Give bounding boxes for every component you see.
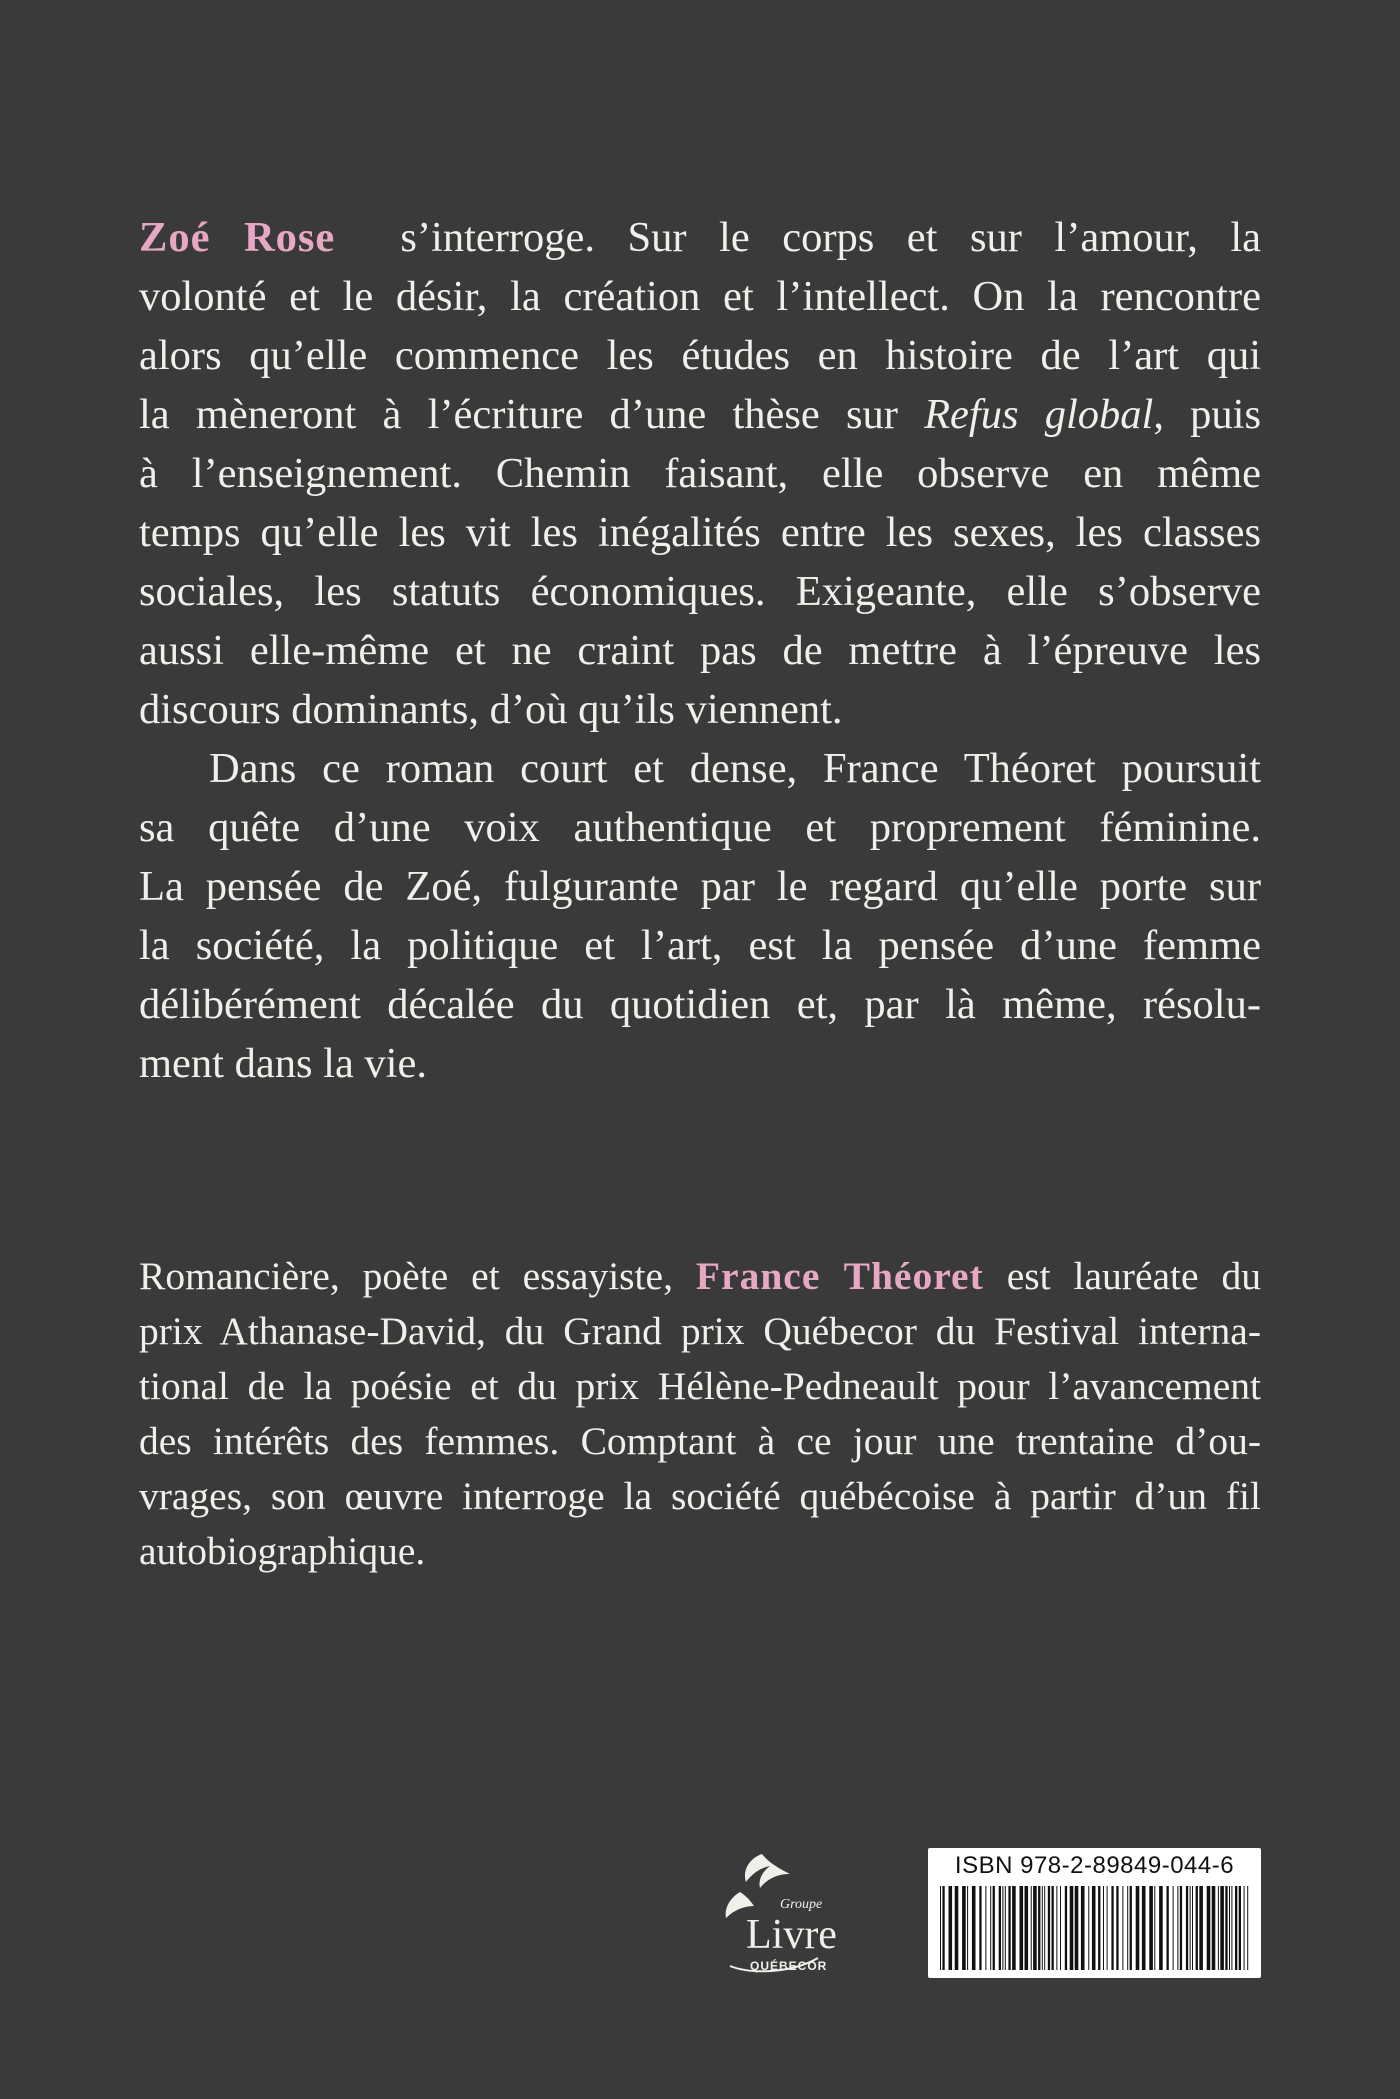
barcode-bar <box>1098 1886 1100 1970</box>
barcode-bar <box>1042 1886 1043 1970</box>
barcode-bar <box>1116 1886 1118 1970</box>
barcode-bar <box>1038 1886 1040 1970</box>
blurb-line: volonté et le désir, la création et l’intellect. On la rencontre <box>139 273 1261 320</box>
barcode-bar <box>993 1886 995 1970</box>
barcode-bar <box>1207 1886 1211 1970</box>
blurb-line: la mèneront à l’écriture d’une thèse sur Refus global, puis <box>139 391 1261 438</box>
blurb-line: La pensée de Zoé, fulgurante par le regard qu’elle porte sur <box>139 863 1261 910</box>
barcode-bar <box>1199 1886 1203 1970</box>
barcode-bar <box>1002 1886 1003 1970</box>
barcode-bar <box>1225 1886 1227 1970</box>
bio-line: vrages, son œuvre interroge la société québécoise à partir d’un fil <box>139 1474 1261 1518</box>
logo-livre-text: Livre <box>746 1912 837 1958</box>
barcode-bar <box>1008 1886 1010 1970</box>
barcode-bar <box>1190 1886 1191 1970</box>
barcode-bar <box>1218 1886 1219 1970</box>
barcode-bar <box>967 1886 968 1970</box>
barcode-bar <box>1088 1886 1089 1970</box>
barcode-bar <box>1060 1886 1061 1970</box>
barcode-bar <box>942 1886 944 1970</box>
barcode-bar <box>1167 1886 1169 1970</box>
barcode-bar <box>1020 1886 1024 1970</box>
barcode-bar <box>1092 1886 1096 1970</box>
blurb-line: à l’enseignement. Chemin faisant, elle observe en même <box>139 450 1261 497</box>
barcode-bars <box>940 1886 1249 1970</box>
blurb-line: alors qu’elle commence les études en histoire de l’art qui <box>139 332 1261 379</box>
barcode-bar <box>1130 1886 1132 1970</box>
blurb-line: temps qu’elle les vit les inégalités entre les sexes, les classes <box>139 509 1261 556</box>
barcode-bar <box>1196 1886 1198 1970</box>
barcode-bar <box>1177 1886 1178 1970</box>
isbn-number: ISBN 978-2-89849-044-6 <box>954 1852 1235 1879</box>
barcode-bar <box>1075 1886 1079 1970</box>
barcode-bar <box>1065 1886 1067 1970</box>
bird-icon <box>700 1848 860 1978</box>
blurb-paragraph-2 <box>139 739 1261 1093</box>
barcode-bar <box>1186 1886 1188 1970</box>
logo-quebecor-text: QUÉBECOR <box>750 1959 828 1973</box>
barcode-bar <box>1081 1886 1085 1970</box>
author-name: France Théoret <box>695 1254 984 1298</box>
barcode-bar <box>1136 1886 1140 1970</box>
barcode-bar <box>979 1886 981 1970</box>
barcode-bar <box>1231 1886 1232 1970</box>
barcode-bar <box>1154 1886 1155 1970</box>
barcode-bar <box>955 1886 959 1970</box>
barcode-bar <box>1044 1886 1045 1970</box>
author-bio <box>139 1249 1261 1579</box>
barcode-bar <box>1192 1886 1193 1970</box>
book-title-refus-global: Refus global <box>924 391 1154 438</box>
barcode-bar <box>1012 1886 1016 1970</box>
blurb-line: aussi elle-même et ne craint pas de mettre à l’épreuve les <box>139 627 1261 674</box>
barcode-bar <box>1229 1886 1230 1970</box>
blurb-line: Dans ce roman court et dense, France Théoret poursuit <box>209 745 1261 792</box>
barcode-bar <box>949 1886 953 1970</box>
barcode-bar <box>972 1886 976 1970</box>
barcode-bar <box>1149 1886 1153 1970</box>
barcode-bar <box>1239 1886 1241 1970</box>
barcode-bar <box>999 1886 1001 1970</box>
blurb-line: Zoé Rose s’interroge. Sur le corps et sur l’amour, la <box>139 214 1262 261</box>
barcode-bar <box>1048 1886 1050 1970</box>
barcode-bar <box>1111 1886 1113 1970</box>
bio-line: tional de la poésie et du prix Hélène-Pedneault pour l’avancement <box>139 1364 1261 1408</box>
barcode-bar <box>1122 1886 1123 1970</box>
barcode-bar <box>1244 1886 1245 1970</box>
bio-line: Romancière, poète et essayiste, France Théoret est lauréate du <box>139 1254 1261 1298</box>
logo-groupe-text: Groupe <box>780 1897 823 1912</box>
barcode-bar <box>1247 1886 1248 1970</box>
barcode-bar <box>1180 1886 1182 1970</box>
barcode-bar <box>1173 1886 1174 1970</box>
barcode-bar <box>1212 1886 1216 1970</box>
barcode-bar <box>1070 1886 1074 1970</box>
blurb-line: discours dominants, d’où qu’ils viennent. <box>139 686 843 733</box>
barcode-bar <box>1107 1886 1108 1970</box>
bio-line: autobiographique. <box>139 1529 426 1573</box>
barcode-bar <box>940 1886 941 1970</box>
barcode-bar <box>1033 1886 1037 1970</box>
blurb-line: la société, la politique et l’art, est la pensée d’une femme <box>139 922 1261 969</box>
barcode-bar <box>1159 1886 1163 1970</box>
publisher-logo <box>700 1848 860 1978</box>
blurb-line: délibérément décalée du quotidien et, par là même, résolu- <box>139 981 1261 1028</box>
barcode-bar <box>990 1886 991 1970</box>
barcode-bar <box>1142 1886 1146 1970</box>
barcode-bar <box>1127 1886 1128 1970</box>
barcode-bar <box>1056 1886 1057 1970</box>
barcode-bar <box>962 1886 966 1970</box>
bio-line: prix Athanase-David, du Grand prix Québecor du Festival interna- <box>139 1309 1261 1353</box>
character-name: Zoé Rose <box>139 214 336 261</box>
barcode-bar <box>1025 1886 1029 1970</box>
barcode-bar <box>1005 1886 1006 1970</box>
barcode-bar <box>1031 1886 1032 1970</box>
barcode-bar <box>1220 1886 1224 1970</box>
barcode-bar <box>1235 1886 1237 1970</box>
blurb-line: sociales, les statuts économiques. Exigeante, elle s’observe <box>139 568 1261 615</box>
blurb-line: sa quête d’une voix authentique et proprement féminine. <box>139 804 1261 851</box>
barcode-bar <box>1052 1886 1054 1970</box>
barcode-bar <box>1103 1886 1104 1970</box>
blurb-line: ment dans la vie. <box>139 1040 427 1087</box>
barcode-bar <box>985 1886 986 1970</box>
blurb-paragraph-1 <box>139 208 1261 739</box>
isbn-barcode <box>928 1848 1261 1978</box>
bio-line: des intérêts des femmes. Comptant à ce jour une trentaine d’ou- <box>139 1419 1261 1463</box>
